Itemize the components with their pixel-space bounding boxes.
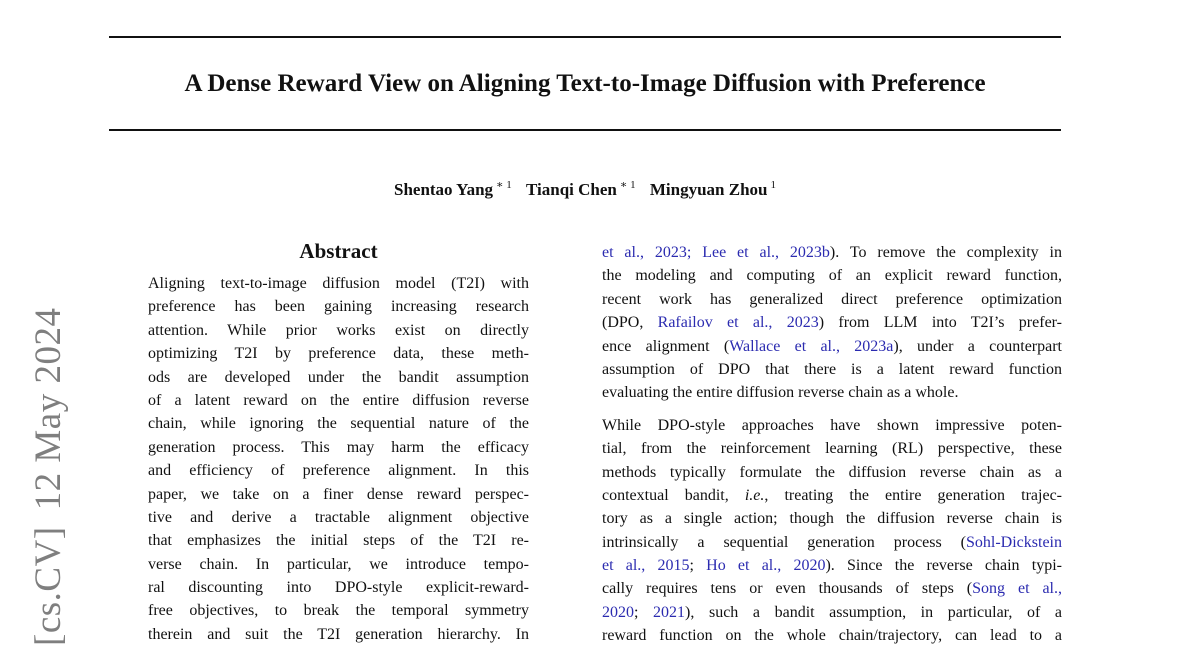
body-line (602, 601, 1062, 624)
body-line: tory as a single action; though the diffusion reverse chain is (602, 510, 1062, 528)
citation-link[interactable]: 2020 (602, 603, 634, 621)
body-line (602, 577, 1062, 600)
abstract-line: paper, we take on a finer dense reward perspec- (148, 485, 529, 503)
author-affiliation-mark: ∗ 1 (619, 179, 636, 191)
abstract-body (148, 272, 529, 646)
author-name: Mingyuan Zhou (649, 180, 768, 199)
citation-link[interactable]: et al., 2023; Lee et al., 2023b (602, 244, 830, 261)
citation-link[interactable]: et al., 2015 (602, 557, 690, 575)
author-3 (650, 173, 776, 202)
body-line: assumption of DPO that there is a latent reward function (602, 360, 1062, 378)
body-line (602, 554, 1062, 577)
italic-abbrev: i.e. (744, 486, 765, 504)
abstract-line: chain, while ignoring the sequential nature of the (148, 415, 529, 433)
body-line (602, 335, 1062, 358)
author-affiliation-mark: 1 (770, 179, 777, 191)
abstract-heading: Abstract (299, 239, 378, 263)
body-text: intrinsically a sequential generation process ( (602, 533, 966, 551)
body-line (602, 311, 1062, 334)
title-top-rule (109, 36, 1061, 38)
citation-link[interactable]: Ho et al., 2020 (706, 557, 826, 575)
body-text: cally requires tens or even thousands of steps ( (602, 580, 973, 598)
body-line: While DPO-style approaches have shown impressive poten- (602, 416, 1062, 434)
body-line (602, 241, 1062, 264)
abstract-line: that emphasizes the initial steps of the T2I re- (148, 532, 529, 550)
abstract-line: free objectives, to break the temporal symmetry (148, 602, 529, 620)
author-list (109, 173, 1061, 202)
abstract-line: ral discounting into DPO-style explicit-reward- (148, 579, 529, 597)
author-affiliation-mark: ∗ 1 (496, 179, 512, 191)
abstract-line: preference has been gaining increasing research (148, 298, 529, 316)
abstract-line: attention. While prior works exist on directly (148, 321, 529, 339)
body-text: ; (689, 557, 707, 575)
body-text: ). Since the reverse chain typi- (825, 557, 1062, 575)
intro-paragraph-2 (602, 414, 1062, 648)
body-line: tial, from the reinforcement learning (RL) perspective, these (602, 440, 1062, 458)
author-1 (394, 173, 512, 202)
title-bottom-rule (109, 129, 1061, 131)
arxiv-date: 12 May 2024 (28, 307, 69, 511)
citation-link[interactable]: 2021 (653, 603, 686, 621)
body-text: ). To remove the complexity in (829, 244, 1062, 261)
author-name: Shentao Yang (393, 180, 494, 199)
citation-link[interactable]: Rafailov et al., 2023 (657, 314, 819, 332)
citation-link[interactable]: Song et al., (972, 580, 1062, 598)
body-text: ), under a counterpart (893, 337, 1062, 355)
abstract-line: and efficiency of preference alignment. In this (148, 462, 529, 480)
abstract-line: of a latent reward on the entire diffusion reverse (148, 391, 529, 409)
author-2 (526, 173, 636, 202)
citation-link[interactable]: Sohl-Dickstein (966, 533, 1062, 551)
body-text: ), such a bandit assumption, in particular, of a (685, 603, 1062, 621)
body-text: contextual bandit, (602, 486, 745, 504)
abstract-line: verse chain. In particular, we introduce tempo- (148, 555, 529, 573)
author-name: Tianqi Chen (526, 180, 617, 199)
arxiv-category: [cs.CV] (28, 526, 69, 646)
body-line: recent work has generalized direct preference optimization (602, 290, 1062, 308)
abstract-line: tive and derive a tractable alignment objective (148, 508, 529, 526)
abstract-line: ods are developed under the bandit assumption (148, 368, 529, 386)
body-text: ence alignment ( (602, 337, 730, 355)
citation-link[interactable]: Wallace et al., 2023a (729, 337, 894, 355)
intro-body (602, 241, 1062, 648)
body-line: evaluating the entire diffusion reverse chain as a whole. (602, 384, 959, 402)
abstract-line: Aligning text-to-image diffusion model (T2I) with (148, 275, 529, 292)
abstract-line: therein and suit the T2I generation hierarchy. In (148, 625, 529, 643)
body-line (602, 484, 1062, 507)
body-line: the modeling and computing of an explicit reward function, (602, 267, 1062, 285)
arxiv-side-stamp (26, 308, 72, 646)
body-text: (DPO, (602, 314, 658, 332)
intro-paragraph-1 (602, 241, 1062, 405)
body-line: methods typically formulate the diffusion reverse chain as a (602, 463, 1062, 481)
paper-title: A Dense Reward View on Aligning Text-to-Image Diffusion with Preference (184, 70, 986, 97)
body-line (602, 531, 1062, 554)
body-line: reward function on the whole chain/trajectory, can lead to a (602, 627, 1062, 645)
abstract-line: generation process. This may harm the efficacy (148, 438, 529, 456)
abstract-line: optimizing T2I by preference data, these meth- (148, 345, 529, 363)
body-text: ) from LLM into T2I’s prefer- (818, 314, 1063, 332)
body-text: ; (634, 603, 654, 621)
body-text: , treating the entire generation trajec- (764, 486, 1062, 504)
